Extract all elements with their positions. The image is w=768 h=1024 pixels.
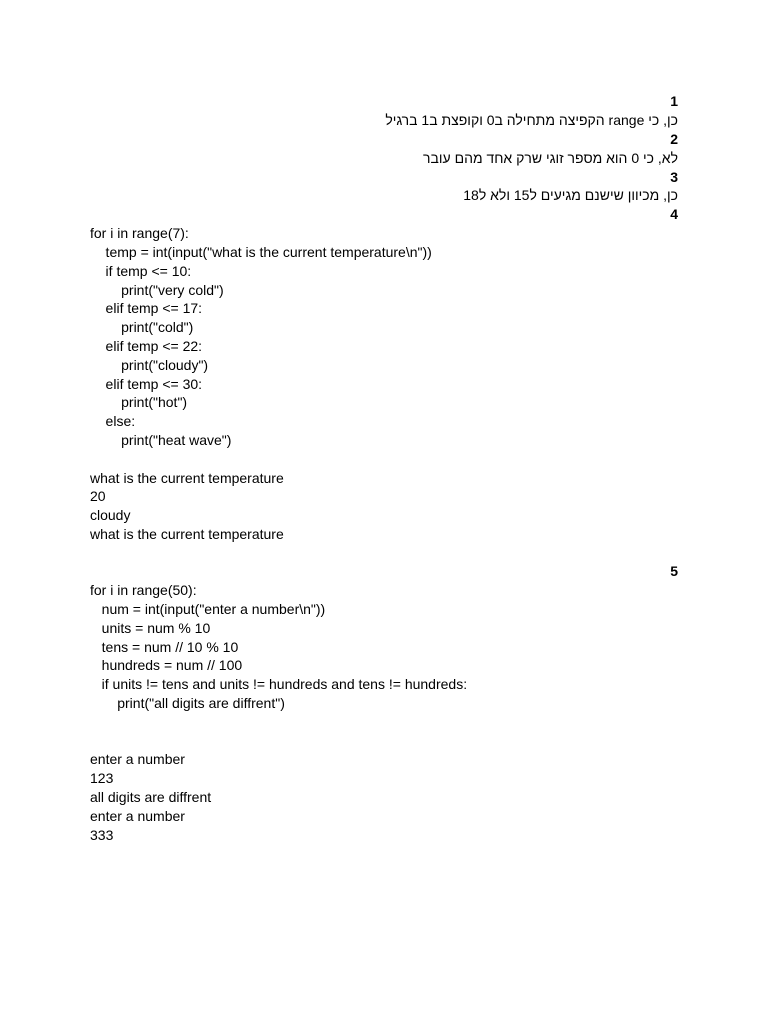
code-line: if temp <= 10: [90,263,192,279]
code-line: elif temp <= 22: [90,338,203,354]
output-line: enter a number [90,808,185,824]
output-line: all digits are diffrent [90,789,212,805]
output-line: what is the current temperature [90,526,284,542]
code-line: print("all digits are diffrent") [90,695,285,711]
output-line: enter a number [90,751,185,767]
code-line: if units != tens and units != hundreds and tens != hundreds: [90,676,468,692]
code-line: temp = int(input("what is the current temperature\n")) [90,244,432,260]
question-number-4: 4 [670,206,678,222]
code-line: units = num % 10 [90,620,211,636]
question-number-1: 1 [670,93,678,109]
question-number-5: 5 [670,563,678,579]
code-line: print("hot") [90,394,188,410]
output-line: 333 [90,827,114,843]
code-line: num = int(input("enter a number\n")) [90,601,326,617]
code-line: elif temp <= 30: [90,376,203,392]
code-line: else: [90,413,136,429]
answer-text-3: כן, מכיוון שישנם מגיעים ל15 ולא ל18 [463,187,678,203]
code-line: print("heat wave") [90,432,232,448]
output-line: what is the current temperature [90,470,284,486]
question-number-2: 2 [670,131,678,147]
code-line: elif temp <= 17: [90,300,203,316]
code-line: print("very cold") [90,282,224,298]
code-line: hundreds = num // 100 [90,657,243,673]
output-line: 123 [90,770,114,786]
code-line: tens = num // 10 % 10 [90,639,239,655]
code-line: print("cloudy") [90,357,209,373]
answer-text-2: לא, כי 0 הוא מספר זוגי שרק אחד מהם עובר [423,150,678,166]
code-line: for i in range(50): [90,582,197,598]
output-line: 20 [90,488,106,504]
output-line: cloudy [90,507,131,523]
code-line: print("cold") [90,319,194,335]
answer-text-1: כן, כי range הקפיצה מתחילה ב0 וקופצת ב1 ברגיל [385,112,678,128]
code-line: for i in range(7): [90,225,189,241]
question-number-3: 3 [670,169,678,185]
